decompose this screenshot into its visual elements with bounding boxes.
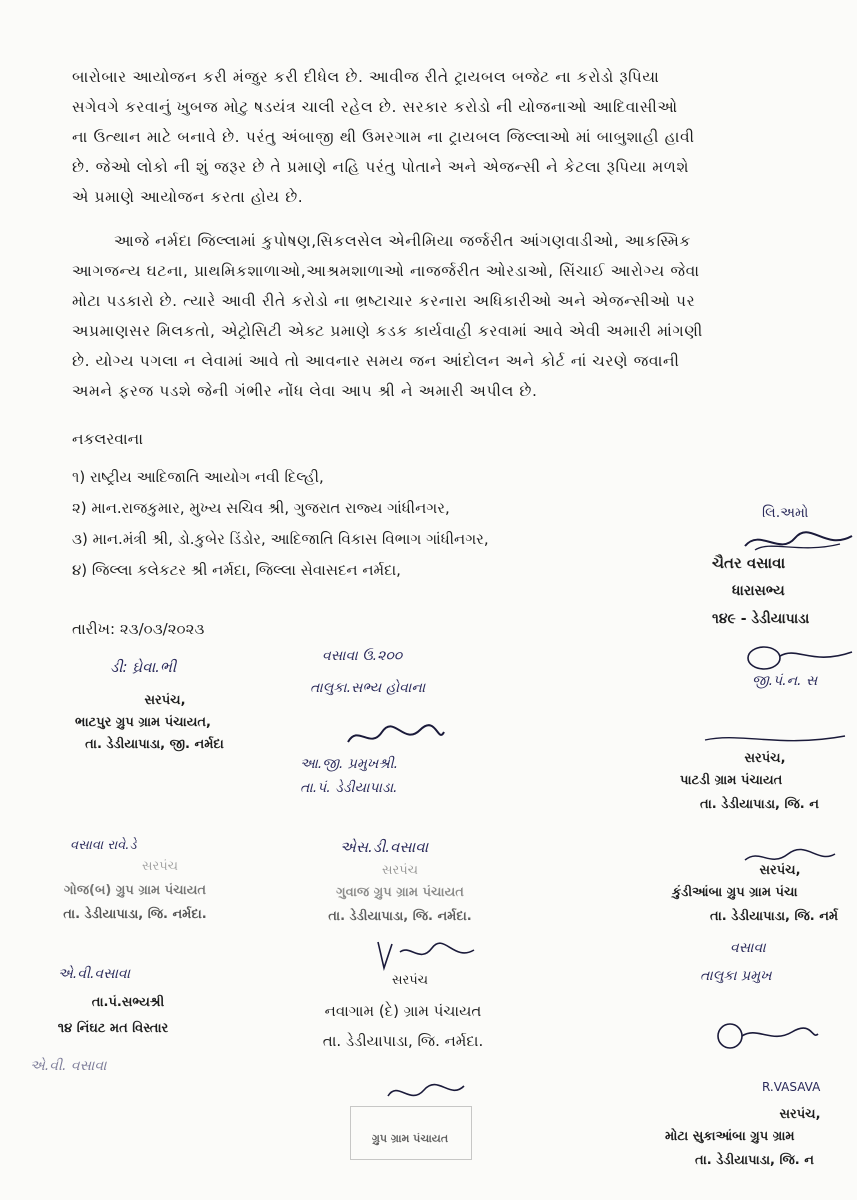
taluka-line: તા. ડેડીયાપાડા, જિ. નર્મ <box>710 909 839 924</box>
panchayat-name: પાટડી ગ્રામ પંચાયત <box>680 773 783 788</box>
paragraph-2 <box>72 226 842 406</box>
signature-mark <box>380 1076 470 1108</box>
handwritten-note: એસ.ડી.વસાવા <box>340 838 429 856</box>
letter-date: તારીખ: ૨૩/૦૩/૨૦૨૩ <box>72 620 205 638</box>
sarpanch-title: સરપંચ, <box>744 751 786 766</box>
text-line: અપ્રમાણસર મિલકતો, એટ્રોસિટી એક્ટ પ્રમાણે કડક કાર્યવાહી કરવામાં આવે એવી અમારી માંગણી <box>72 322 703 340</box>
handwritten-note: આ.જી. પ્રમુખશ્રી. <box>300 756 399 772</box>
handwritten-note: એ.વી.વસાવા <box>58 966 131 982</box>
copies-heading: નકલરવાના <box>72 430 144 448</box>
handwritten-note: R.VASAVA <box>762 1080 821 1094</box>
handwritten-note: ડી: ઘ્રેવા.ભી <box>110 658 177 676</box>
panchayat-name: ગુવાજ ગ્રુપ ગ્રામ પંચાયત <box>336 885 464 900</box>
copies-list <box>72 462 672 586</box>
text-line: છે. યોગ્ય પગલા ન લેવામાં આવે તો આવનાર સમય જન આંદોલન અને કોર્ટ નાં ચરણે જવાની <box>72 352 680 370</box>
panchayat-name: ગ્રુપ ગ્રામ પંચાયત <box>371 1132 449 1145</box>
panchayat-name: ગોજ(બ) ગ્રુપ ગ્રામ પંચાયત <box>63 883 206 898</box>
text-line: અમને ફરજ પડશે જેની ગંભીર નોંધ લેવા આપ શ્રી ને અમારી અપીલ છે. <box>72 382 538 400</box>
constituency-area: ૧૪ નિંઘટ મત વિસ્તાર <box>57 1021 169 1036</box>
sarpanch-title: સરપંચ, <box>759 863 801 878</box>
signature-mark <box>340 720 450 752</box>
panchayat-name: ભાટપુર ગ્રુપ ગ્રામ પંચાયત, <box>75 715 211 730</box>
text-line: મોટા પડકારો છે. ત્યારે આવી રીતે કરોડો ના ભ્રષ્ટાચાર કરનારા અધિકારીઓ અને એજન્સીઓ પર <box>72 292 696 310</box>
signature-mark <box>742 642 857 672</box>
taluka-line: તા. ડેડીયાપાડા, જિ. ન <box>700 797 819 812</box>
handwritten-note: વસાવા રાવે.ડે <box>70 838 137 853</box>
copies-item: ૧) રાષ્ટ્રીય આદિજાતિ આયોગ નવી દિલ્હી, <box>72 468 324 486</box>
taluka-line: તા. ડેડીયાપાડા, જિ. નર્મદા. <box>63 907 207 922</box>
signatory-prefix: લિ.અમો <box>762 505 809 521</box>
mla-name: ચૈતર વસાવા <box>712 554 786 572</box>
handwritten-note: જી.પં.ન. સ <box>752 673 818 689</box>
sarpanch-title: સરપંચ <box>141 859 179 874</box>
tp-member-title: તા.પં.સભ્યશ્રી <box>91 995 165 1010</box>
panchayat-name: નવાગામ (દે) ગ્રામ પંચાયત <box>324 1002 482 1020</box>
text-line: છે. જેઓ લોકો ની શું જરૂર છે તે પ્રમાણે નહિ પરંતુ પોતાને અને એજન્સી ને કેટલા રૂપિયા મળશે <box>72 158 690 176</box>
sarpanch-title: સરપંચ <box>381 863 419 878</box>
panchayat-name: કુંડીઆંબા ગ્રુપ ગ્રામ પંચા <box>672 885 798 900</box>
taluka-line: તા. ડેડીયાપાડા, જિ. નર્મદા. <box>322 1032 484 1050</box>
text-line: આગજન્ય ઘટના, પ્રાથમિકશાળાઓ,આશ્રમશાળાઓ નાજર્જરીત ઓરડાઓ, સિંચાઈ આરોગ્ય જેવા <box>72 262 700 280</box>
handwritten-note: તાલુકા.સભ્ય હોવાના <box>310 680 426 696</box>
text-line: સગેવગે કરવાનું ખુબજ મોટુ ષડયંત્ર ચાલી રહેલ છે. સરકાર કરોડો ની યોજનાઓ આદિવાસીઓ <box>72 98 678 116</box>
copies-item: ૨) માન.રાજકુમાર, મુખ્ય સચિવ શ્રી, ગુજરાત રાજ્ય ગાંધીનગર, <box>72 499 450 517</box>
handwritten-note: એ.વી. વસાવા <box>30 1058 107 1074</box>
panchayat-name: મોટા સુકાઆંબા ગ્રુપ ગ્રામ <box>665 1129 795 1144</box>
handwritten-note: તાલુકા પ્રમુખ <box>700 968 772 984</box>
handwritten-note: તા.પં. ડેડીયાપાડા. <box>300 780 398 796</box>
signature-mark <box>370 938 480 972</box>
taluka-line: તા. ડેડીયાપાડા, જિ. ન <box>695 1153 814 1168</box>
text-line: એ પ્રમાણે આયોજન કરતા હોય છે. <box>72 188 304 206</box>
taluka-line: તા. ડેડીયાપાડા, જી. નર્મદા <box>85 737 224 752</box>
text-line: બારોબાર આયોજન કરી મંજુર કરી દીધેલ છે. આવીજ રીતે ટ્રાયબલ બજેટ ના કરોડો રૂપિયા <box>72 68 660 86</box>
signature-mark <box>712 1018 822 1052</box>
mla-constituency: ૧૪૯ - ડેડીયાપાડા <box>712 611 810 627</box>
signature-mark <box>700 728 850 750</box>
paragraph-1 <box>72 62 842 212</box>
taluka-line: તા. ડેડીયાપાડા, જિ. નર્મદા. <box>328 909 472 924</box>
text-line: ના ઉત્થાન માટે બનાવે છે. પરંતુ અંબાજી થી ઉમરગામ ના ટ્રાયબલ જિલ્લાઓ માં બાબુશાહી હાવી <box>72 128 695 146</box>
mla-title: ધારાસભ્ય <box>732 583 785 599</box>
text-line: આજે નર્મદા જિલ્લામાં કુપોષણ,સિકલસેલ એનીમિયા જર્જરીત આંગણવાડીઓ, આકસ્મિક <box>114 232 691 250</box>
sarpanch-title: સરપંચ, <box>779 1107 821 1122</box>
copies-item: ૩) માન.મંત્રી શ્રી, ડો.કુબેર ડિંડોર, આદિજાતિ વિકાસ વિભાગ ગાંધીનગર, <box>72 530 489 548</box>
handwritten-note: વસાવા ઉ.૨૦૦ <box>322 648 403 664</box>
sarpanch-title: સરપંચ, <box>144 693 186 708</box>
handwritten-note: વસાવા <box>730 940 766 956</box>
copies-item: ૪) જિલ્લા કલેકટર શ્રી નર્મદા, જિલ્લા સેવાસદન નર્મદા, <box>72 561 401 579</box>
sarpanch-title: સરપંચ <box>391 973 429 988</box>
